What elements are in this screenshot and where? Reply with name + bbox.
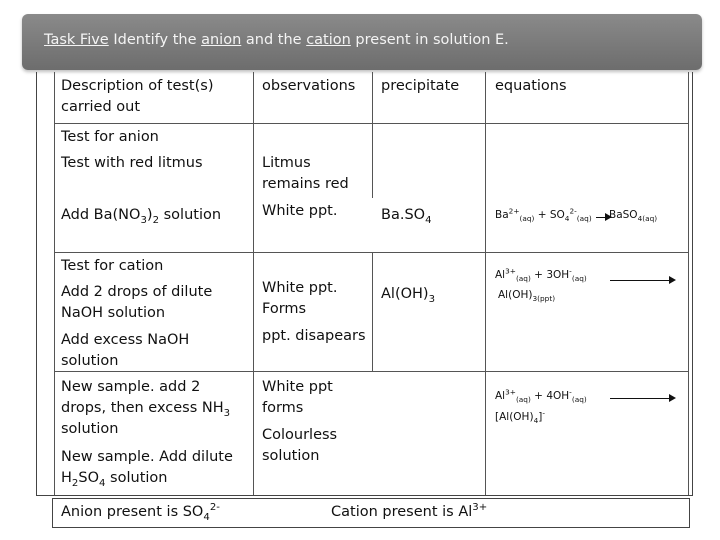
- equation-barium-product: BaSO$_{4(aq)}$: [609, 209, 658, 224]
- cation-conclusion: Cation present is $Al^{3+}$: [331, 502, 488, 520]
- ammonia-observation: White ppt forms: [262, 379, 333, 416]
- header-equations: equations: [495, 78, 567, 94]
- dilute-acid-observation: Colourless solution: [262, 427, 338, 464]
- excess-naoh-observation: ppt. disapears: [262, 328, 366, 344]
- red-litmus-test: Test with red litmus: [61, 155, 203, 171]
- table-divider: [54, 72, 55, 495]
- dilute-acid-test: New sample. Add dilute $H_2SO_4$ solution: [61, 449, 233, 489]
- task-label: Task Five: [44, 32, 109, 48]
- naoh-drops-test: Add 2 drops of dilute NaOH solution: [61, 284, 213, 321]
- barium-precipitate: $Ba.SO_4$: [381, 207, 432, 226]
- equation-barium-sulfate: $Ba^{2+}_{(aq)} + SO_4^{2-}_{(aq)}$: [495, 206, 592, 224]
- table-divider: [688, 72, 689, 495]
- aluminium-hydroxide-precipitate: $Al(OH)_3$: [381, 286, 436, 305]
- anion-word: anion: [201, 32, 242, 48]
- equation-aluminate: $Al^{3+}_{(aq)} + 4OH^-_{(aq)}$: [495, 387, 587, 405]
- ammonia-test: New sample. add 2 drops, then excess $NH_3$ solution: [61, 379, 231, 437]
- equation-aluminium-hydroxide: $Al^{3+}_{(aq)} + 3OH^-_{(aq)}$: [495, 266, 587, 284]
- naoh-observation: White ppt. Forms: [262, 280, 338, 317]
- table-divider: [372, 72, 373, 198]
- cation-word: cation: [306, 32, 351, 48]
- header-precipitate: precipitate: [381, 78, 460, 94]
- header-description: Description of test(s) carried out: [61, 78, 214, 115]
- equation-aluminate-product: $[Al(OH)_4]^-$: [495, 408, 546, 426]
- anion-heading: Test for anion: [61, 129, 159, 145]
- cation-heading: Test for cation: [61, 258, 164, 274]
- reaction-arrow: [610, 280, 674, 281]
- litmus-observation: Litmus remains red: [262, 155, 349, 192]
- anion-conclusion: Anion present is $SO_4^{2-}$: [61, 502, 220, 523]
- table-divider: [54, 252, 688, 253]
- equation-aluminium-product: $Al(OH)_{3(ppt)}$: [498, 289, 556, 304]
- reaction-arrow: [610, 398, 674, 399]
- table-divider: [485, 72, 486, 495]
- barium-nitrate-test: Add $Ba(NO_3)_2$ solution: [61, 207, 222, 226]
- title-banner: [22, 14, 702, 70]
- task-title: Task Five Identify the anion and the cation present in solution E.: [44, 32, 509, 48]
- excess-naoh-test: Add excess NaOH solution: [61, 332, 190, 369]
- reaction-arrow: [596, 217, 610, 218]
- barium-observation: White ppt.: [262, 203, 338, 219]
- header-observations: observations: [262, 78, 356, 94]
- table-divider: [54, 123, 688, 124]
- table-divider: [253, 72, 254, 495]
- table-divider: [372, 252, 373, 371]
- conclusion-box: [52, 498, 690, 528]
